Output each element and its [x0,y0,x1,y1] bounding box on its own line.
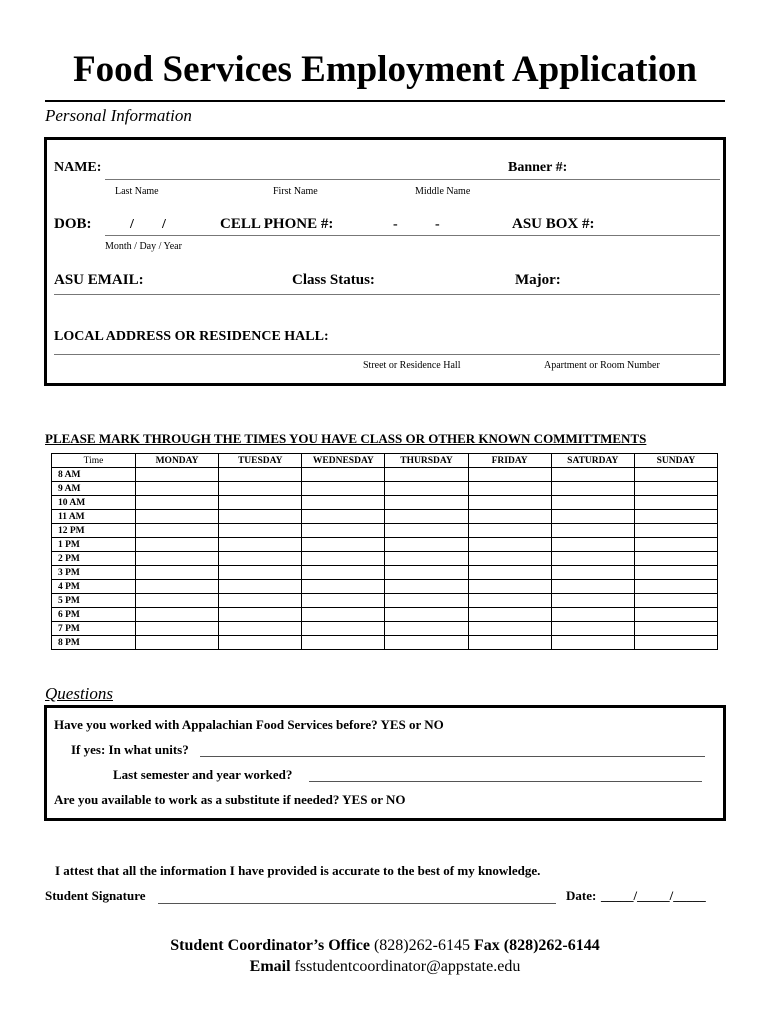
substitute-question: Are you available to work as a substitute if needed? YES or NO [54,792,406,807]
schedule-cell[interactable] [302,510,385,524]
schedule-cell[interactable] [551,510,634,524]
schedule-row [52,594,718,608]
schedule-cell[interactable] [385,552,468,566]
time-slot-label: 3 PM [52,566,136,580]
schedule-cell[interactable] [634,566,717,580]
schedule-cell[interactable] [302,580,385,594]
schedule-cell[interactable] [385,566,468,580]
schedule-cell[interactable] [302,538,385,552]
phone-separator: - [393,217,398,232]
first-name-hint: First Name [273,186,318,197]
schedule-cell[interactable] [385,622,468,636]
schedule-cell[interactable] [302,608,385,622]
schedule-cell[interactable] [634,594,717,608]
title-divider [45,100,725,102]
schedule-cell[interactable] [219,510,302,524]
schedule-header-row [52,454,718,468]
schedule-cell[interactable] [551,482,634,496]
apartment-hint: Apartment or Room Number [544,360,660,371]
schedule-cell[interactable] [468,636,551,650]
name-line[interactable] [105,179,720,180]
major-label: Major: [515,272,561,288]
schedule-cell[interactable] [634,552,717,566]
time-slot-label: 4 PM [52,580,136,594]
schedule-cell[interactable] [219,496,302,510]
schedule-cell[interactable] [136,524,219,538]
street-hint: Street or Residence Hall [363,360,461,371]
schedule-cell[interactable] [634,622,717,636]
schedule-cell[interactable] [551,608,634,622]
schedule-cell[interactable] [136,566,219,580]
schedule-row [52,622,718,636]
schedule-cell[interactable] [219,552,302,566]
tuesday-column-header: TUESDAY [219,454,302,468]
dob-phone-line[interactable] [105,235,720,236]
address-label: LOCAL ADDRESS OR RESIDENCE HALL: [54,329,329,344]
office-phone: (828)262-6145 [373,937,470,954]
schedule-row [52,524,718,538]
questions-box [44,705,726,821]
schedule-row [52,538,718,552]
schedule-cell[interactable] [551,468,634,482]
time-slot-label: 12 PM [52,524,136,538]
time-slot-label: 8 AM [52,468,136,482]
email-line[interactable] [54,294,720,295]
schedule-cell[interactable] [385,636,468,650]
thursday-column-header: THURSDAY [385,454,468,468]
schedule-cell[interactable] [385,524,468,538]
schedule-cell[interactable] [468,496,551,510]
fax-label: Fax [473,937,500,954]
schedule-cell[interactable] [468,622,551,636]
units-answer-line[interactable] [200,756,705,757]
friday-column-header: FRIDAY [468,454,551,468]
schedule-cell[interactable] [136,552,219,566]
schedule-cell[interactable] [634,482,717,496]
contact-office-line [0,937,770,955]
middle-name-hint: Middle Name [415,186,471,197]
time-slot-label: 7 PM [52,622,136,636]
schedule-cell[interactable] [136,538,219,552]
schedule-cell[interactable] [468,580,551,594]
schedule-row [52,510,718,524]
schedule-cell[interactable] [302,482,385,496]
schedule-cell[interactable] [302,468,385,482]
schedule-cell[interactable] [302,622,385,636]
schedule-heading: PLEASE MARK THROUGH THE TIMES YOU HAVE CLASS OR OTHER KNOWN COMMITTMENTS [45,431,647,446]
email-label: Email [249,958,291,975]
time-slot-label: 6 PM [52,608,136,622]
schedule-cell[interactable] [634,636,717,650]
coordinator-email[interactable]: fsstudentcoordinator@appstate.edu [294,958,521,975]
schedule-cell[interactable] [551,566,634,580]
date-blanks[interactable]: _____/_____/_____ [601,888,706,903]
questions-heading: Questions [45,684,113,703]
schedule-cell[interactable] [634,496,717,510]
time-slot-label: 9 AM [52,482,136,496]
asu-box-label: ASU BOX #: [512,216,595,232]
schedule-cell[interactable] [219,622,302,636]
fax-number: (828)262-6144 [503,937,600,954]
schedule-cell[interactable] [302,552,385,566]
cell-phone-label: CELL PHONE #: [220,216,334,232]
schedule-cell[interactable] [219,468,302,482]
schedule-cell[interactable] [219,566,302,580]
schedule-cell[interactable] [136,510,219,524]
dob-separator: / [162,217,166,232]
time-slot-label: 10 AM [52,496,136,510]
sunday-column-header: SUNDAY [634,454,717,468]
schedule-grid [51,453,718,650]
last-semester-question: Last semester and year worked? [113,767,293,782]
schedule-cell[interactable] [219,580,302,594]
schedule-cell[interactable] [551,636,634,650]
schedule-cell[interactable] [634,524,717,538]
schedule-cell[interactable] [468,538,551,552]
contact-email-line [0,958,770,976]
schedule-cell[interactable] [136,622,219,636]
signature-line[interactable] [158,903,556,904]
time-column-header: Time [52,454,136,468]
schedule-cell[interactable] [302,524,385,538]
schedule-cell[interactable] [468,594,551,608]
schedule-row [52,636,718,650]
schedule-cell[interactable] [219,636,302,650]
last-name-hint: Last Name [115,186,159,197]
schedule-cell[interactable] [219,482,302,496]
schedule-cell[interactable] [302,594,385,608]
schedule-cell[interactable] [219,524,302,538]
schedule-cell[interactable] [219,594,302,608]
schedule-row [52,496,718,510]
dob-separator: / [130,217,134,232]
name-label: NAME: [54,160,102,175]
form-title: Food Services Employment Application [73,49,697,90]
asu-email-label: ASU EMAIL: [54,272,144,288]
schedule-cell[interactable] [634,608,717,622]
schedule-cell[interactable] [136,482,219,496]
signature-label: Student Signature [45,888,146,903]
schedule-cell[interactable] [551,552,634,566]
schedule-cell[interactable] [634,468,717,482]
schedule-cell[interactable] [385,594,468,608]
prior-employment-question: Have you worked with Appalachian Food Services before? YES or NO [54,717,444,732]
date-label: Date: [566,888,597,903]
units-question: If yes: In what units? [71,742,189,757]
monday-column-header: MONDAY [136,454,219,468]
schedule-row [52,552,718,566]
schedule-cell[interactable] [551,538,634,552]
schedule-cell[interactable] [385,538,468,552]
wednesday-column-header: WEDNESDAY [302,454,385,468]
office-label: Student Coordinator’s Office [170,937,370,954]
class-status-label: Class Status: [292,272,375,288]
dob-format-hint: Month / Day / Year [105,241,182,252]
schedule-cell[interactable] [468,566,551,580]
personal-info-heading: Personal Information [45,106,192,125]
schedule-row [52,566,718,580]
schedule-cell[interactable] [385,468,468,482]
schedule-cell[interactable] [468,510,551,524]
schedule-cell[interactable] [551,622,634,636]
schedule-cell[interactable] [302,566,385,580]
schedule-cell[interactable] [385,580,468,594]
dob-label: DOB: [54,216,92,232]
schedule-cell[interactable] [551,524,634,538]
schedule-cell[interactable] [468,524,551,538]
schedule-cell[interactable] [219,608,302,622]
schedule-cell[interactable] [634,580,717,594]
schedule-cell[interactable] [302,636,385,650]
schedule-cell[interactable] [302,496,385,510]
phone-separator: - [435,217,440,232]
schedule-cell[interactable] [385,608,468,622]
schedule-cell[interactable] [136,468,219,482]
time-slot-label: 5 PM [52,594,136,608]
schedule-cell[interactable] [634,538,717,552]
schedule-cell[interactable] [385,482,468,496]
schedule-cell[interactable] [136,594,219,608]
last-semester-answer-line[interactable] [309,781,702,782]
banner-label: Banner #: [508,160,568,175]
schedule-cell[interactable] [634,510,717,524]
schedule-row [52,468,718,482]
schedule-cell[interactable] [468,608,551,622]
time-slot-label: 1 PM [52,538,136,552]
schedule-cell[interactable] [219,538,302,552]
schedule-row [52,482,718,496]
schedule-cell[interactable] [551,580,634,594]
schedule-row [52,608,718,622]
address-line[interactable] [54,354,720,355]
schedule-cell[interactable] [385,496,468,510]
schedule-cell[interactable] [468,468,551,482]
schedule-cell[interactable] [136,580,219,594]
schedule-cell[interactable] [136,608,219,622]
schedule-cell[interactable] [136,636,219,650]
attestation-statement: I attest that all the information I have provided is accurate to the best of my knowledge. [55,863,541,878]
schedule-cell[interactable] [136,496,219,510]
time-slot-label: 2 PM [52,552,136,566]
schedule-cell[interactable] [551,496,634,510]
time-slot-label: 11 AM [52,510,136,524]
schedule-cell[interactable] [468,552,551,566]
schedule-cell[interactable] [385,510,468,524]
personal-info-box [44,137,726,386]
schedule-cell[interactable] [468,482,551,496]
schedule-cell[interactable] [551,594,634,608]
saturday-column-header: SATURDAY [551,454,634,468]
schedule-row [52,580,718,594]
time-slot-label: 8 PM [52,636,136,650]
